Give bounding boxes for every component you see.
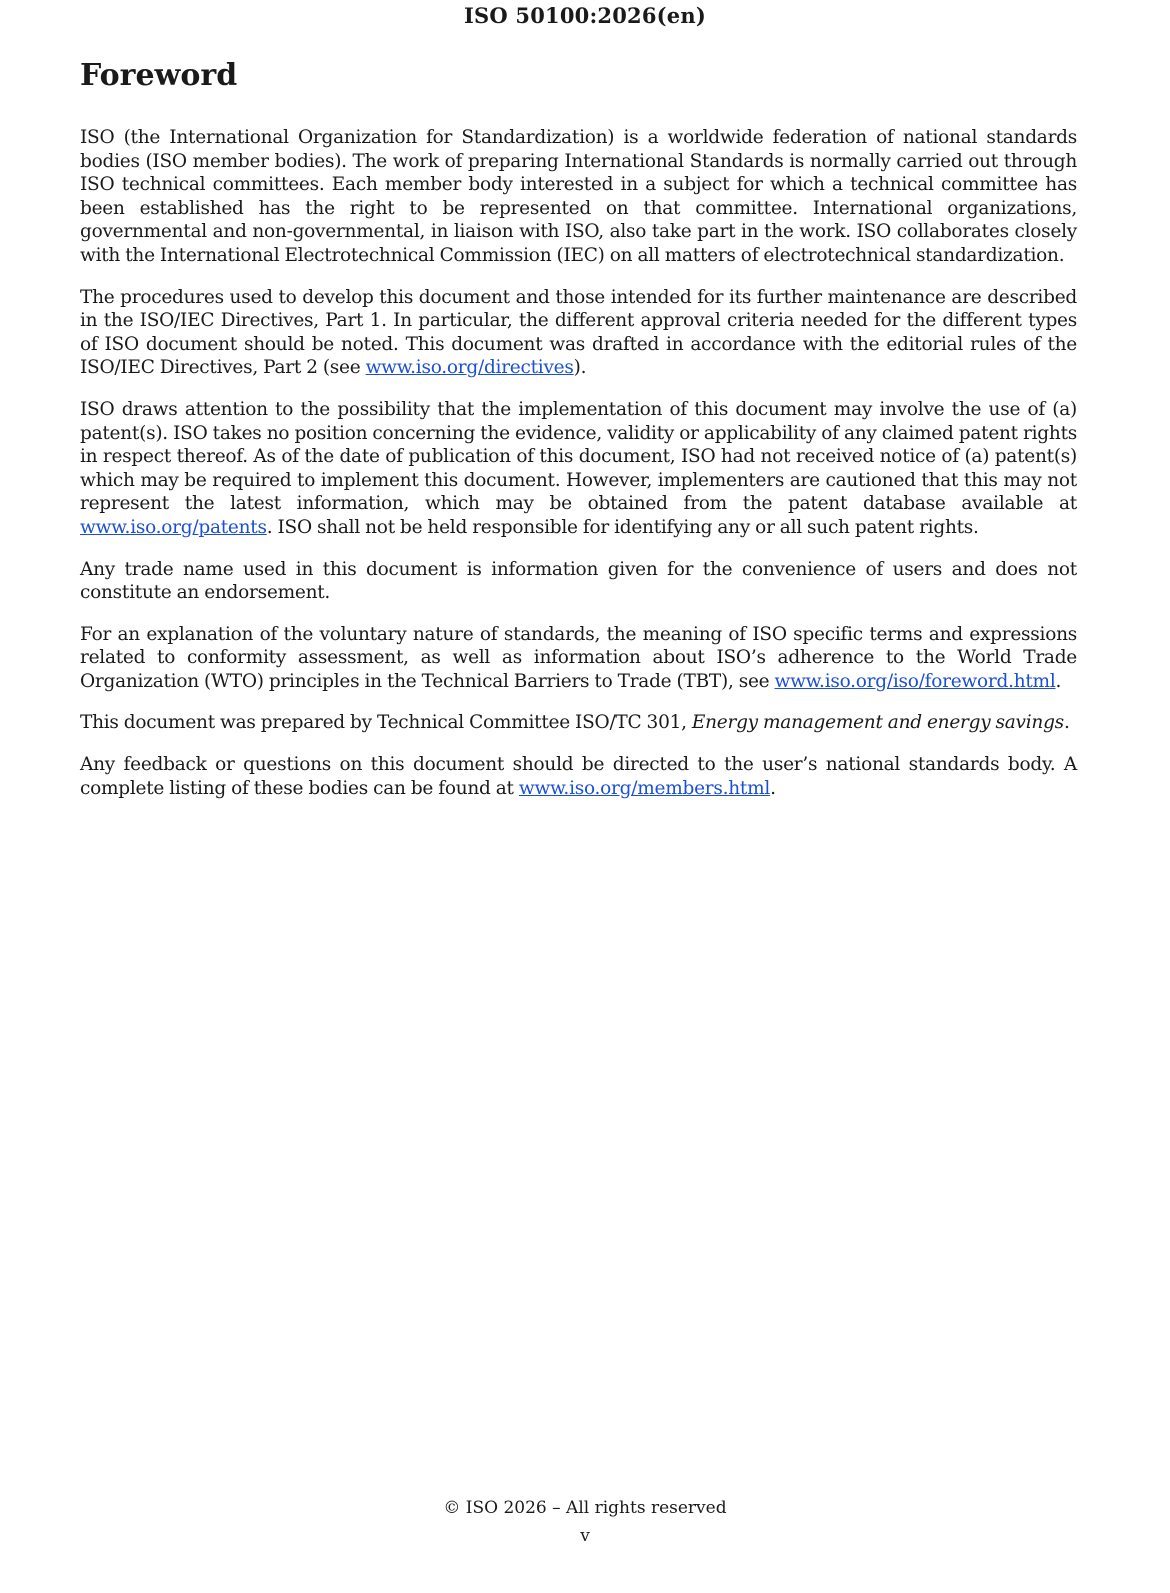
directives-link[interactable]: www.iso.org/directives bbox=[365, 357, 574, 379]
foreword-body bbox=[80, 126, 1077, 818]
committee-title: Energy management and energy savings bbox=[691, 712, 1064, 734]
patents-link[interactable]: www.iso.org/patents bbox=[80, 516, 267, 538]
paragraph-iso-intro bbox=[80, 126, 1077, 268]
paragraph-text: ISO draws attention to the possibility that the implementation of this document may involve the use of (a) patent(s). ISO takes no position concerning the evidence, validity or applicability of any claimed patent rights in respect thereof. As of the date of publication of this document, ISO had not received notice of (a) patent(s) which may be required to implement this document. However, implementers are cautioned that this may not represent the latest information, which may be obtained from the patent database available at bbox=[80, 398, 1077, 515]
foreword-link[interactable]: www.iso.org/iso/foreword.html bbox=[774, 670, 1056, 692]
paragraph-text: For an explanation of the voluntary nature of standards, the meaning of ISO specific terms and expressions related to conformity assessment, as well as information about ISO’s adherence to the World Trade Organization (WTO) principles in the Technical Barriers to Trade (TBT), see bbox=[80, 623, 1077, 692]
paragraph-feedback bbox=[80, 753, 1077, 800]
paragraph-text: Any trade name used in this document is information given for the convenience of users and does not constitute an endorsement. bbox=[80, 558, 1077, 604]
paragraph-text: ). bbox=[573, 357, 587, 379]
paragraph-committee bbox=[80, 711, 1077, 735]
paragraph-text: . bbox=[1055, 670, 1062, 692]
paragraph-text: . bbox=[770, 777, 776, 799]
page-title: Foreword bbox=[80, 58, 238, 93]
paragraph-voluntary-nature bbox=[80, 623, 1077, 694]
paragraph-text: . ISO shall not be held responsible for identifying any or all such patent rights. bbox=[266, 516, 979, 538]
paragraph-patents bbox=[80, 398, 1077, 540]
paragraph-text: Any feedback or questions on this document should be directed to the user’s national standards body. A complete listing of these bodies can be found at bbox=[80, 754, 1077, 799]
paragraph-text: The procedures used to develop this document and those intended for its further maintenance are described in the ISO/IEC Directives, Part 1. In particular, the different approval criteria needed for the different types of ISO document should be noted. This document was drafted in accordance with the editorial rules of the ISO/IEC Directives, Part 2 (see bbox=[80, 286, 1077, 379]
page-number: v bbox=[580, 1526, 590, 1546]
copyright-footer: © ISO 2026 – All rights reserved bbox=[443, 1498, 727, 1518]
paragraph-text: . bbox=[1063, 712, 1070, 734]
paragraph-procedures bbox=[80, 286, 1077, 380]
members-link[interactable]: www.iso.org/members.html bbox=[518, 777, 771, 799]
paragraph-trade-name bbox=[80, 558, 1077, 605]
paragraph-text: This document was prepared by Technical Committee ISO/TC 301, bbox=[80, 712, 692, 734]
document-id-header: ISO 50100:2026(en) bbox=[464, 3, 706, 28]
paragraph-text: ISO (the International Organization for Standardization) is a worldwide federation of national standards bodies (ISO member bodies). The work of preparing International Standards is normally carried out through ISO technical committees. Each member body interested in a subject for which a technical committee has been established has the right to be represented on that committee. International organizations, governmental and non-governmental, in liaison with ISO, also take part in the work. ISO collaborates closely with the International Electrotechnical Commission (IEC) on all matters of electrotechnical standardization. bbox=[80, 127, 1077, 266]
